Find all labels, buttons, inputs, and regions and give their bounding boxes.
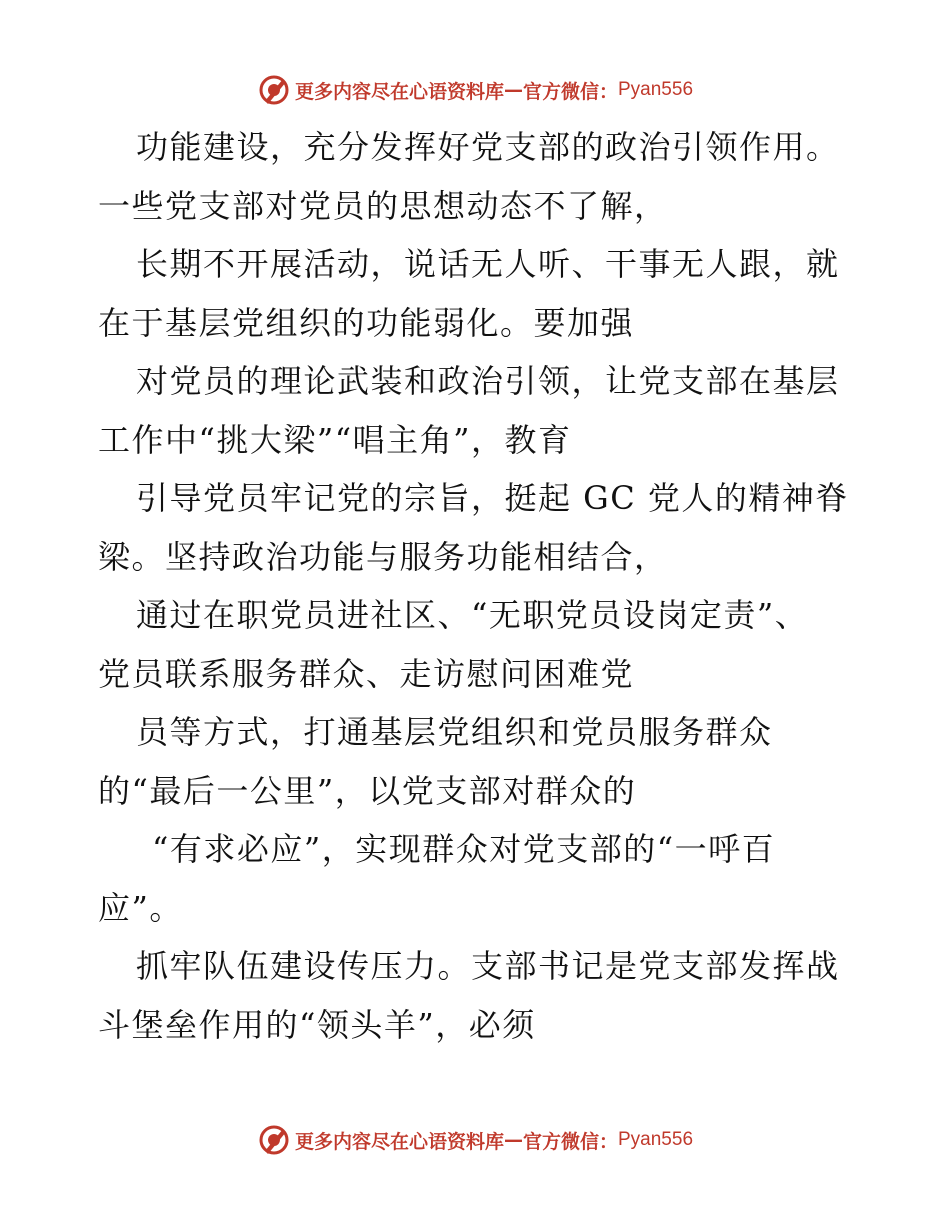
header-banner [0,70,950,110]
banner-official-label: 官方微信： [522,80,618,103]
body-line: 工作中“挑大梁”“唱主角”，教育 [98,420,572,459]
body-line: 一些党支部对党员的思想动态不了解， [98,186,668,225]
body-line: 对党员的理论武装和政治引领，让党支部在基层 [136,362,840,400]
body-line: 梁。坚持政治功能与服务功能相结合， [98,537,668,576]
document-body [98,118,858,1054]
body-line: 通过在职党员进社区、“无职党员设岗定责”、 [136,596,809,634]
body-line: 抓牢队伍建设传压力。支部书记是党支部发挥战 [136,947,840,985]
pen-circle-logo-icon [257,1123,291,1157]
banner-title: 更多内容尽在心语资料库 [294,1130,504,1153]
pen-circle-logo-icon [257,73,291,107]
body-line: 长期不开展活动，说话无人听、干事无人跟，就 [136,245,840,283]
body-line: 在于基层党组织的功能弱化。要加强 [98,303,635,342]
body-line: 党员联系服务群众、走访慰问困难党 [98,654,635,693]
banner-dash: — [503,79,523,101]
body-line: 员等方式，打通基层党组织和党员服务群众 [136,713,773,751]
body-line: 引导党员牢记党的宗旨，挺起 GC 党人的精神脊 [136,479,849,517]
banner-title: 更多内容尽在心语资料库 [294,80,504,103]
banner-wechat-id: Pyan556 [618,1129,694,1150]
banner-dash: — [503,1129,523,1151]
banner-official-label: 官方微信： [522,1130,618,1153]
body-line: 的“最后一公里”，以党支部对群众的 [98,771,637,810]
body-line: 斗堡垒作用的“领头羊”，必须 [98,1005,536,1044]
banner-wechat-id: Pyan556 [618,79,694,100]
footer-banner [0,1120,950,1160]
body-line: “有求必应”，实现群众对党支部的“一呼百 [152,830,776,868]
body-line: 功能建设，充分发挥好党支部的政治引领作用。 [136,128,840,166]
body-line: 应”。 [98,888,183,927]
